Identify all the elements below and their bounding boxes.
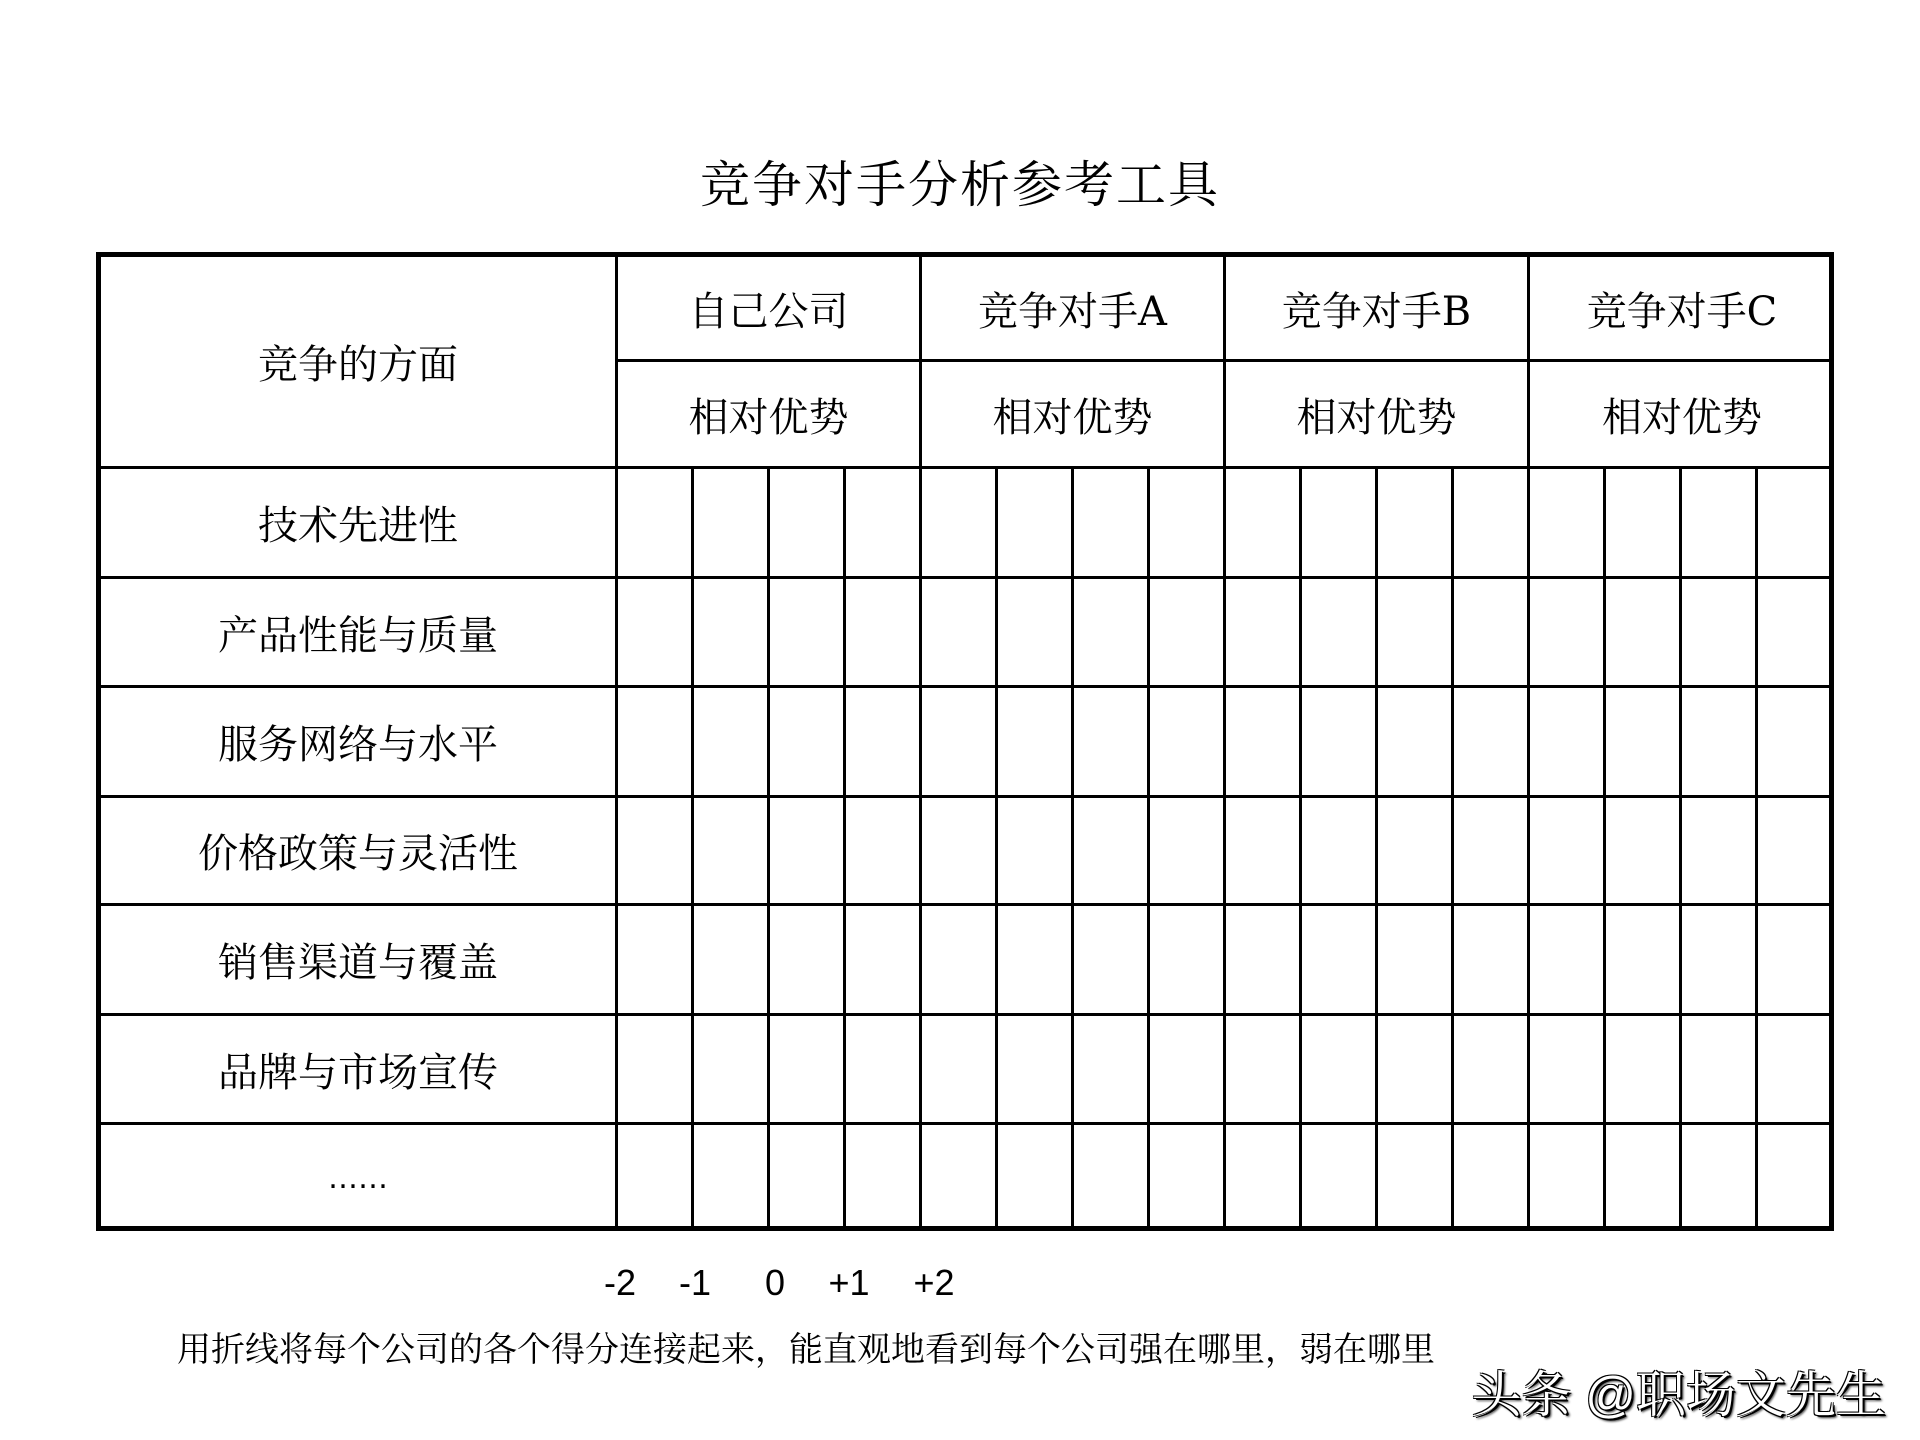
subheader-own: 相对优势 — [688, 394, 849, 441]
score-cell-line — [1451, 466, 1454, 1231]
row-label: 产品性能与质量 — [218, 612, 498, 659]
subheader-b: 相对优势 — [1296, 394, 1457, 441]
score-cell-line — [691, 466, 694, 1231]
score-cell-line — [995, 466, 998, 1231]
row-label-ellipsis: …… — [328, 1160, 388, 1196]
subheader-c: 相对优势 — [1602, 394, 1762, 441]
score-cell-line — [1755, 466, 1758, 1231]
score-cell-line — [1147, 466, 1150, 1231]
row-label: 技术先进性 — [258, 503, 458, 549]
score-cell-line — [1299, 466, 1302, 1231]
company-header-own: 自己公司 — [688, 288, 849, 335]
page-title: 竞争对手分析参考工具 — [700, 156, 1220, 214]
scale-label-minus2: -2 — [603, 1262, 637, 1303]
scale-label-plus2: +2 — [913, 1262, 955, 1303]
competitor-analysis-table — [96, 252, 1834, 1231]
subheader-a: 相对优势 — [992, 394, 1153, 441]
score-cell-line — [843, 466, 846, 1231]
score-cell-line — [767, 466, 770, 1231]
row-label: 服务网络与水平 — [218, 722, 498, 768]
row-label: 销售渠道与覆盖 — [218, 940, 498, 986]
watermark: 头条 @职场文先生 — [1471, 1367, 1886, 1423]
score-cell-line — [1375, 466, 1378, 1231]
corner-header: 竞争的方面 — [258, 342, 458, 388]
score-cell-line — [1071, 466, 1074, 1231]
scale-label-0: 0 — [764, 1262, 786, 1303]
row-label: 价格政策与灵活性 — [198, 831, 518, 877]
score-cell-line — [1679, 466, 1682, 1231]
company-header-c: 竞争对手C — [1586, 288, 1778, 335]
row-label: 品牌与市场宣传 — [218, 1049, 498, 1096]
scale-label-plus1: +1 — [828, 1262, 870, 1303]
scale-label-minus1: -1 — [678, 1262, 712, 1303]
instruction-note: 用折线将每个公司的各个得分连接起来，能直观地看到每个公司强在哪里，弱在哪里 — [177, 1330, 1435, 1370]
score-cell-line — [1603, 466, 1606, 1231]
company-header-a: 竞争对手A — [978, 288, 1167, 335]
company-header-b: 竞争对手B — [1281, 288, 1472, 335]
